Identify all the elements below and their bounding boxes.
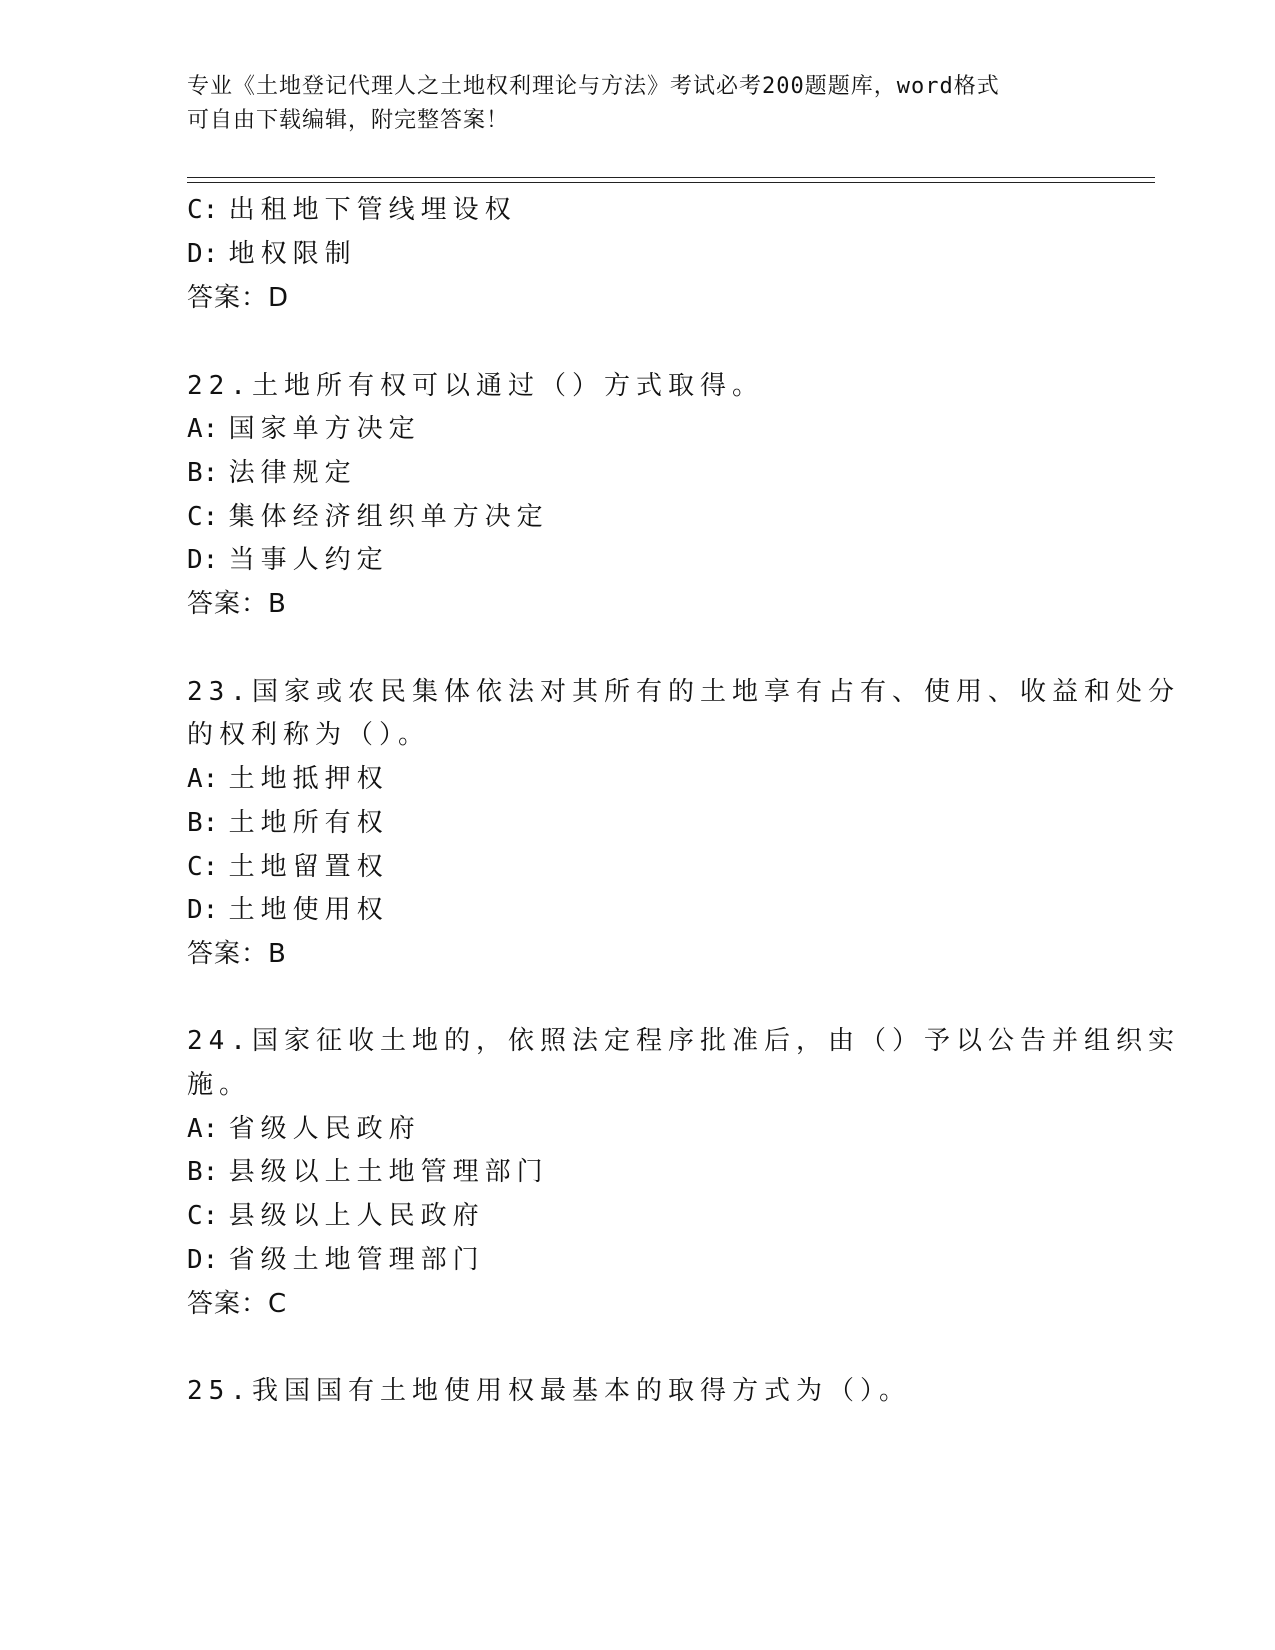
q22-option-a bbox=[187, 412, 421, 446]
header-line-1: 专业《土地登记代理人之土地权利理论与方法》考试必考200题题库，word格式 bbox=[187, 74, 1000, 99]
q21-option-d bbox=[187, 237, 357, 271]
option-text: 出租地下管线埋设权 bbox=[228, 195, 517, 225]
option-separator: : bbox=[202, 239, 219, 269]
option-separator: : bbox=[202, 852, 219, 882]
q23-option-b bbox=[187, 806, 389, 840]
q25-stem: 25.我国国有土地使用权最基本的取得方式为（）。 bbox=[187, 1376, 911, 1406]
q23-option-d bbox=[187, 893, 389, 927]
q24-stem-line-1: 24.国家征收土地的，依照法定程序批准后，由（）予以公告并组织实 bbox=[187, 1026, 1180, 1056]
option-letter: A bbox=[187, 764, 203, 794]
option-text: 土地所有权 bbox=[228, 808, 389, 838]
option-separator: : bbox=[202, 1114, 219, 1144]
document-header bbox=[187, 70, 1087, 138]
q21-option-c bbox=[187, 193, 517, 227]
q23-stem-line-2: 的权利称为（）。 bbox=[187, 720, 431, 750]
q23-answer bbox=[187, 937, 287, 971]
option-letter: D bbox=[187, 239, 203, 269]
q23-option-a bbox=[187, 762, 389, 796]
option-separator: : bbox=[202, 1245, 219, 1275]
option-text: 地权限制 bbox=[228, 239, 357, 269]
option-separator: : bbox=[202, 764, 219, 794]
option-letter: D bbox=[187, 545, 203, 575]
option-text: 省级土地管理部门 bbox=[228, 1245, 485, 1275]
answer-value: B bbox=[268, 939, 287, 969]
option-separator: : bbox=[202, 808, 219, 838]
option-letter: C bbox=[187, 852, 203, 882]
option-text: 国家单方决定 bbox=[228, 414, 421, 444]
option-text: 县级以上土地管理部门 bbox=[228, 1157, 549, 1187]
option-separator: : bbox=[202, 195, 219, 225]
q23-option-c bbox=[187, 850, 389, 884]
option-separator: : bbox=[202, 1201, 219, 1231]
q23-stem-line-1: 23.国家或农民集体依法对其所有的土地享有占有、使用、收益和处分 bbox=[187, 677, 1180, 707]
answer-value: B bbox=[268, 589, 287, 619]
option-letter: B bbox=[187, 808, 203, 838]
answer-label: 答案： bbox=[187, 283, 269, 313]
q21-answer bbox=[187, 281, 289, 315]
option-text: 土地留置权 bbox=[228, 852, 389, 882]
option-separator: : bbox=[202, 458, 219, 488]
answer-label: 答案： bbox=[187, 1289, 269, 1319]
header-line-2: 可自由下载编辑，附完整答案！ bbox=[187, 108, 510, 133]
q22-option-d bbox=[187, 543, 389, 577]
answer-label: 答案： bbox=[187, 589, 269, 619]
option-text: 土地使用权 bbox=[228, 895, 389, 925]
option-text: 法律规定 bbox=[228, 458, 357, 488]
answer-value: D bbox=[268, 283, 290, 313]
option-letter: D bbox=[187, 895, 203, 925]
answer-value: C bbox=[268, 1289, 288, 1319]
q24-answer bbox=[187, 1287, 287, 1321]
option-separator: : bbox=[202, 1157, 219, 1187]
header-divider-bottom bbox=[187, 182, 1155, 183]
option-text: 县级以上人民政府 bbox=[228, 1201, 485, 1231]
q24-option-b bbox=[187, 1155, 549, 1189]
option-text: 集体经济组织单方决定 bbox=[228, 502, 549, 532]
option-letter: C bbox=[187, 195, 203, 225]
q24-option-a bbox=[187, 1112, 421, 1146]
header-divider-top bbox=[187, 177, 1155, 178]
option-text: 土地抵押权 bbox=[228, 764, 389, 794]
q24-option-d bbox=[187, 1243, 485, 1277]
answer-label: 答案： bbox=[187, 939, 269, 969]
option-letter: B bbox=[187, 1157, 203, 1187]
q24-option-c bbox=[187, 1199, 485, 1233]
q22-answer bbox=[187, 587, 287, 621]
option-letter: B bbox=[187, 458, 203, 488]
option-separator: : bbox=[202, 895, 219, 925]
option-separator: : bbox=[202, 545, 219, 575]
q22-stem: 22.土地所有权可以通过（）方式取得。 bbox=[187, 371, 764, 401]
option-text: 省级人民政府 bbox=[228, 1114, 421, 1144]
q22-option-b bbox=[187, 456, 357, 490]
option-separator: : bbox=[202, 414, 219, 444]
option-text: 当事人约定 bbox=[228, 545, 389, 575]
option-letter: A bbox=[187, 414, 203, 444]
q24-stem-line-2: 施。 bbox=[187, 1070, 252, 1100]
option-letter: A bbox=[187, 1114, 203, 1144]
option-letter: C bbox=[187, 502, 203, 532]
option-letter: D bbox=[187, 1245, 203, 1275]
option-letter: C bbox=[187, 1201, 203, 1231]
q22-option-c bbox=[187, 500, 549, 534]
option-separator: : bbox=[202, 502, 219, 532]
